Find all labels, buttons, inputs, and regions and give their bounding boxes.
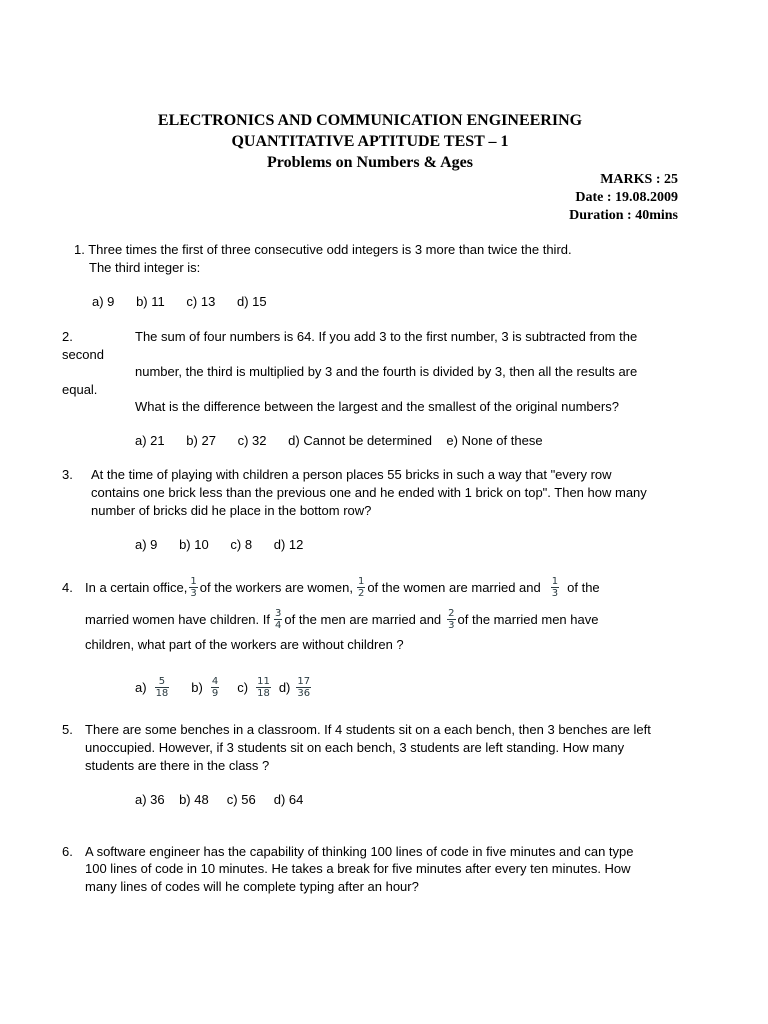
q3-options: a) 9 b) 10 c) 8 d) 12 (135, 537, 304, 552)
q4-text-segment: of the (567, 579, 600, 595)
q4-number: 4. (62, 580, 73, 595)
option-a-label: a) (135, 679, 147, 695)
q4-text-segment: of the workers are women, (199, 579, 353, 595)
q4-text-segment: In a certain office, (85, 579, 188, 595)
q2-text-line2: number, the third is multiplied by 3 and the fourth is divided by 3, then all the results are (135, 364, 638, 379)
fraction-one-half: $\frac{1}{2}$ (357, 575, 365, 599)
fraction-two-thirds: $\frac{2}{3}$ (448, 607, 455, 631)
q3-text-line1: At the time of playing with children a person places 55 bricks in such a way that "every row (91, 467, 612, 482)
q4-options (135, 668, 313, 706)
q3-number: 3. (62, 467, 73, 482)
option-b-fraction: $\frac{4}{9}$ (211, 675, 219, 699)
q1-text-line1: 1. Three times the first of three consecutive odd integers is 3 more than twice the third. (74, 242, 572, 257)
q5-number: 5. (62, 722, 73, 737)
q4-text-segment: of the men are married and (284, 611, 442, 627)
option-a-fraction: $\frac{5}{18}$ (155, 675, 169, 699)
q2-text-line3: What is the difference between the largest and the smallest of the original numbers? (135, 399, 619, 414)
date-label: Date : 19.08.2009 (575, 190, 678, 205)
q2-text-line1: The sum of four numbers is 64. If you add 3 to the first number, 3 is subtracted from the (135, 329, 638, 344)
doc-title-topic: Problems on Numbers & Ages (267, 154, 473, 171)
q1-options: a) 9 b) 11 c) 13 d) 15 (92, 294, 267, 309)
option-d-label: d) (278, 679, 291, 695)
q1-text-line2: The third integer is: (89, 260, 201, 275)
q4-text-line2 (85, 600, 598, 638)
q5-options: a) 36 b) 48 c) 56 d) 64 (135, 792, 304, 807)
fraction-three-quarters: $\frac{3}{4}$ (274, 607, 282, 631)
q2-text-line1-wrap: second (62, 347, 104, 362)
q2-text-line2-wrap: equal. (62, 382, 98, 397)
q5-text-line1: There are some benches in a classroom. If 4 students sit on a each bench, then 3 benches are left (85, 722, 651, 737)
q4-text-segment: married women have children. If (85, 611, 270, 627)
fraction-one-third: $\frac{1}{3}$ (551, 575, 559, 599)
marks-label: MARKS : 25 (600, 172, 678, 187)
fraction-one-third: $\frac{1}{3}$ (190, 575, 197, 599)
q5-text-line2: unoccupied. However, if 3 students sit on each bench, 3 students are left standing. How many (85, 740, 625, 755)
q3-text-line3: number of bricks did he place in the bottom row? (91, 503, 372, 518)
option-c-label: c) (237, 679, 249, 695)
option-d-fraction: $\frac{17}{36}$ (297, 675, 311, 699)
q4-text-line3: children, what part of the workers are without children ? (85, 637, 404, 652)
q4-text-segment: of the married men have (457, 611, 599, 627)
q3-text-line2: contains one brick less than the previous one and he ended with 1 brick on top". Then how many (91, 485, 647, 500)
doc-title-department: ELECTRONICS AND COMMUNICATION ENGINEERING (157, 112, 583, 129)
q6-number: 6. (62, 844, 73, 859)
option-c-fraction: $\frac{11}{18}$ (257, 675, 270, 699)
q6-text-line2: 100 lines of code in 10 minutes. He takes a break for five minutes after every ten minutes. How (85, 861, 631, 876)
q6-text-line1: A software engineer has the capability of thinking 100 lines of code in five minutes and can type (85, 844, 634, 859)
option-b-label: b) (191, 679, 203, 695)
q5-text-line3: students are there in the class ? (85, 758, 270, 773)
q6-text-line3: many lines of codes will he complete typing after an hour? (85, 879, 419, 894)
q4-text-segment: of the women are married and (367, 579, 541, 595)
duration-label: Duration : 40mins (569, 208, 678, 223)
q2-number: 2. (62, 329, 73, 344)
q2-options: a) 21 b) 27 c) 32 d) Cannot be determined e) None of these (135, 433, 543, 448)
doc-title-test: QUANTITATIVE APTITUDE TEST – 1 (231, 133, 509, 150)
